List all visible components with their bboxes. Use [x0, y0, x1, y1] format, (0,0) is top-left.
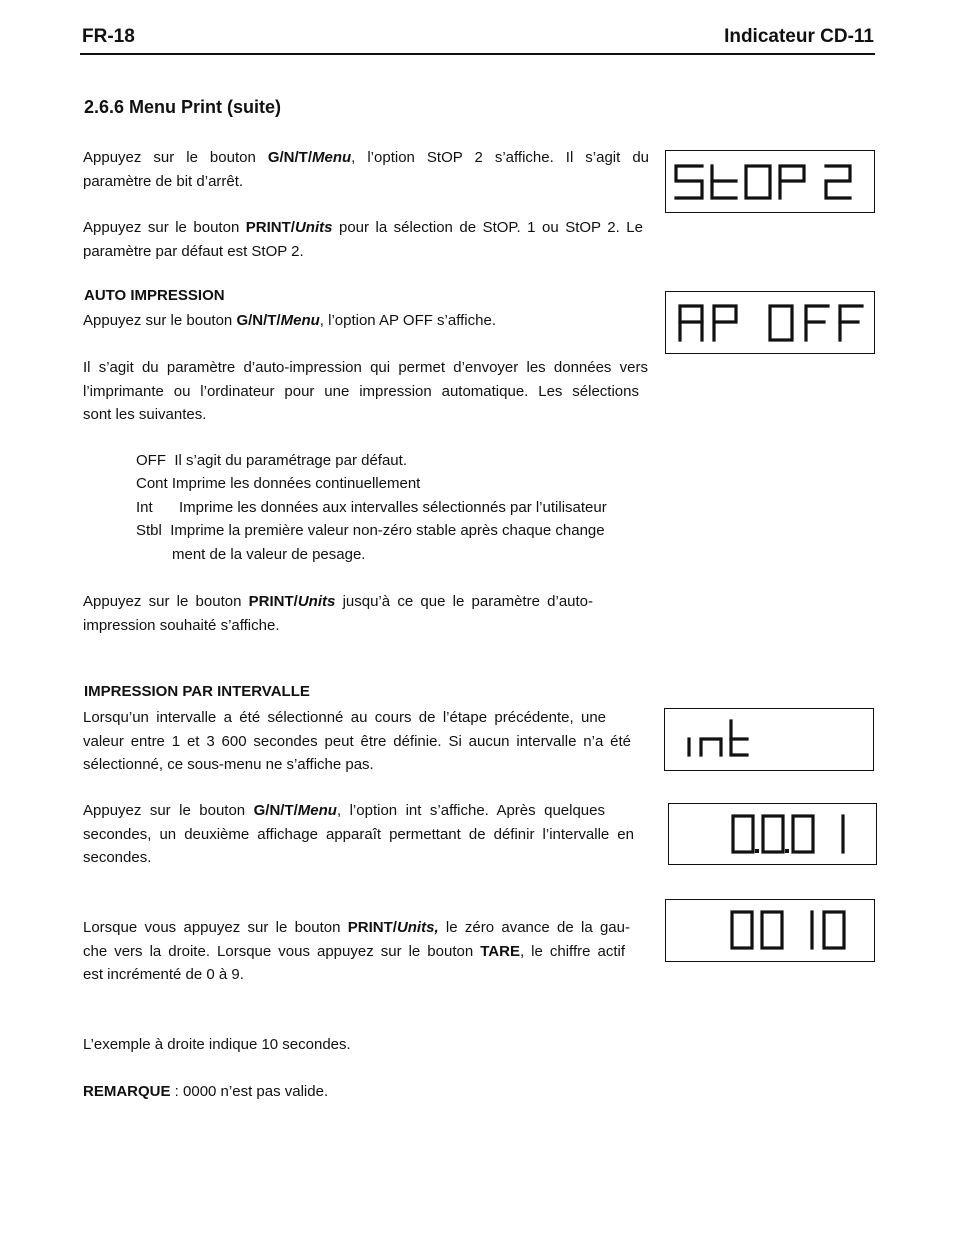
lcd-display-0010 [665, 899, 875, 962]
paragraph-stop-selection: Appuyez sur le bouton PRINT/Units pour la sélection de StOP. 1 ou StOP 2. Le paramètre par défaut est StOP 2. [83, 219, 643, 260]
header-rule [80, 53, 875, 55]
lcd-display-0001 [668, 803, 877, 865]
interval-example: L’exemple à droite indique 10 secondes. [83, 1036, 351, 1053]
option-stbl: Stbl Imprime la première valeur non-zéro stable après chaque change [136, 522, 605, 539]
option-off: OFF Il s’agit du paramétrage par défaut. [136, 452, 407, 469]
interval-title: IMPRESSION PAR INTERVALLE [84, 683, 310, 700]
auto-impression-title: AUTO IMPRESSION [84, 287, 225, 304]
lcd-display-int [664, 708, 874, 771]
option-int: Int Imprime les données aux intervalles sélectionnés par l’utilisateur [136, 499, 607, 516]
interval-note: REMARQUE : 0000 n’est pas valide. [83, 1083, 329, 1100]
document-title: Indicateur CD-11 [724, 26, 874, 47]
auto-impression-intro: Appuyez sur le bouton G/N/T/Menu, l’option AP OFF s’affiche. [83, 312, 496, 329]
lcd-display-stop-2 [665, 150, 875, 213]
paragraph-stop-bit: Appuyez sur le bouton G/N/T/Menu, l’option StOP 2 s’affiche. Il s’agit du paramètre de bit d’arrêt. [83, 149, 650, 190]
section-title: 2.6.6 Menu Print (suite) [84, 97, 282, 117]
paragraph-auto-select: Appuyez sur le bouton PRINT/Units jusqu’à ce que le paramètre d’auto- impression souhaité s’affiche. [83, 593, 594, 634]
option-stbl-continued: ment de la valeur de pesage. [172, 546, 366, 563]
lcd-display-ap-off [665, 291, 875, 354]
page-label: FR-18 [82, 26, 135, 47]
interval-step: Appuyez sur le bouton G/N/T/Menu, l’option int s’affiche. Après quelques secondes, un deuxième affichage apparaît permettant de définir l’intervalle en secondes. [83, 802, 634, 866]
auto-impression-description: Il s’agit du paramètre d’auto-impression qui permet d’envoyer les données vers l’imprimante ou l’ordinateur pour une impression automatique. Les sélections sont les suivantes. [83, 359, 648, 423]
interval-intro: Lorsqu’un intervalle a été sélectionné au cours de l’étape précédente, une valeur entre 1 et 3 600 secondes peut être définie. Si aucun intervalle n’a été sélectionné, ce sous-menu ne s’affiche pas. [83, 709, 631, 773]
option-cont: Cont Imprime les données continuellement [136, 475, 421, 492]
interval-edit: Lorsque vous appuyez sur le bouton PRINT/Units, le zéro avance de la gau- che vers la droite. Lorsque vous appuyez sur le bouton TARE, le chiffre actif est incrémenté de 0 à 9. [83, 919, 630, 983]
